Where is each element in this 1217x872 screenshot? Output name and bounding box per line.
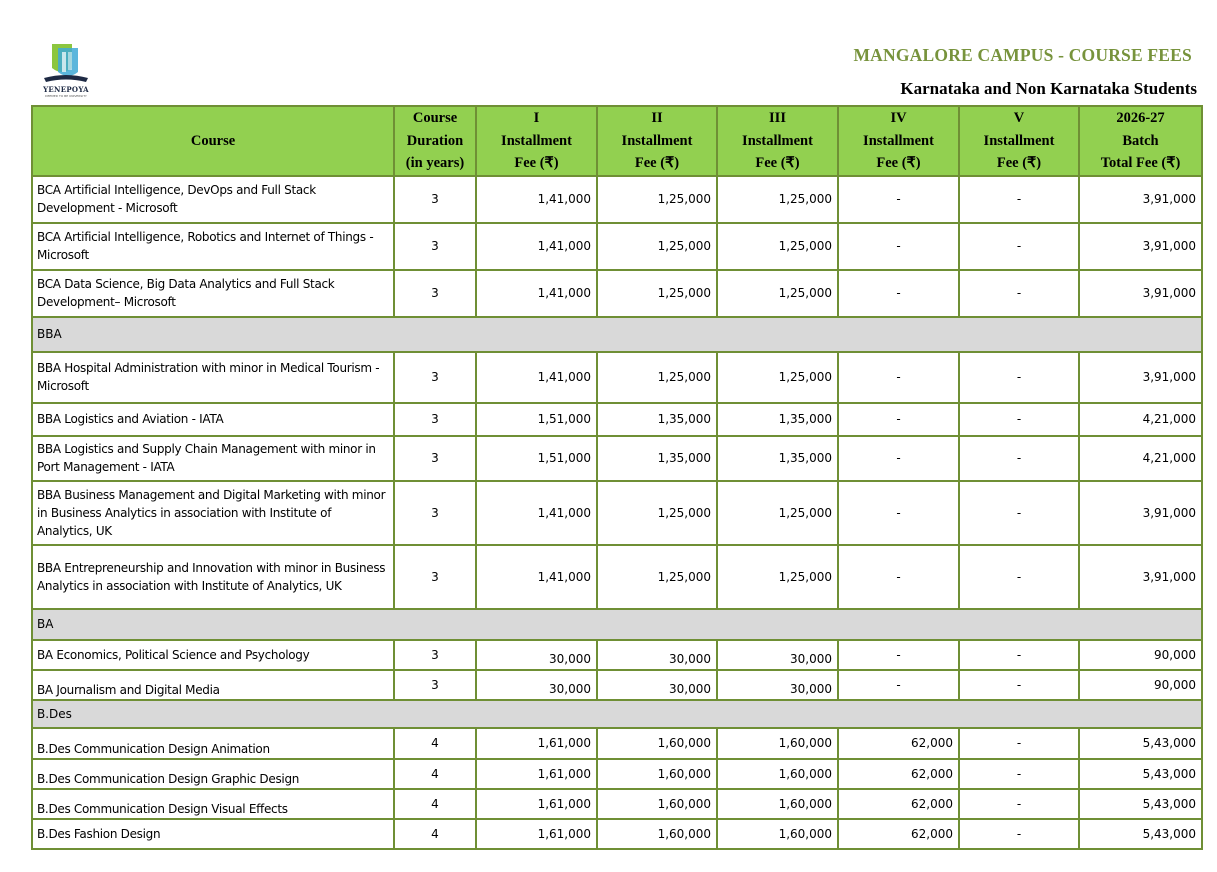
course-duration: 3 <box>394 545 476 609</box>
table-row <box>32 640 1202 670</box>
table-row <box>32 789 1202 819</box>
installment-2-fee: 1,60,000 <box>597 819 717 849</box>
installment-4-fee: - <box>838 270 959 317</box>
table-row <box>32 270 1202 317</box>
installment-3-fee: 1,60,000 <box>717 789 838 819</box>
installment-4-fee: - <box>838 436 959 481</box>
group-label: BBA <box>32 317 1202 352</box>
course-name: BA Economics, Political Science and Psychology <box>32 640 394 670</box>
installment-1-fee: 1,61,000 <box>476 819 597 849</box>
total-fee: 3,91,000 <box>1079 223 1202 270</box>
group-label: BA <box>32 609 1202 640</box>
table-row <box>32 481 1202 545</box>
installment-4-fee: - <box>838 403 959 436</box>
installment-5-fee: - <box>959 819 1079 849</box>
fees-table <box>31 105 1203 850</box>
total-fee: 4,21,000 <box>1079 436 1202 481</box>
table-row <box>32 819 1202 849</box>
installment-2-fee: 1,25,000 <box>597 270 717 317</box>
group-row <box>32 317 1202 352</box>
installment-3-fee: 1,60,000 <box>717 819 838 849</box>
group-row <box>32 609 1202 640</box>
installment-3-fee: 30,000 <box>717 640 838 670</box>
installment-2-fee: 1,60,000 <box>597 728 717 759</box>
installment-3-fee: 1,25,000 <box>717 545 838 609</box>
course-duration: 3 <box>394 403 476 436</box>
installment-2-fee: 1,25,000 <box>597 352 717 403</box>
table-row <box>32 176 1202 223</box>
installment-3-fee: 1,35,000 <box>717 436 838 481</box>
course-duration: 4 <box>394 819 476 849</box>
installment-1-fee: 30,000 <box>476 670 597 700</box>
installment-5-fee: - <box>959 670 1079 700</box>
installment-1-fee: 1,41,000 <box>476 481 597 545</box>
installment-2-fee: 1,35,000 <box>597 436 717 481</box>
installment-5-fee: - <box>959 270 1079 317</box>
table-row <box>32 436 1202 481</box>
installment-5-fee: - <box>959 759 1079 789</box>
total-fee: 5,43,000 <box>1079 819 1202 849</box>
installment-5-fee: - <box>959 640 1079 670</box>
installment-3-fee: 1,25,000 <box>717 352 838 403</box>
course-name: B.Des Fashion Design <box>32 819 394 849</box>
installment-1-fee: 1,51,000 <box>476 436 597 481</box>
total-fee: 5,43,000 <box>1079 759 1202 789</box>
installment-1-fee: 1,41,000 <box>476 352 597 403</box>
course-duration: 3 <box>394 352 476 403</box>
course-duration: 3 <box>394 436 476 481</box>
installment-4-fee: - <box>838 640 959 670</box>
header-installment-3: III Installment Fee (₹) <box>717 106 838 176</box>
course-name: B.Des Communication Design Visual Effects <box>32 789 394 819</box>
installment-5-fee: - <box>959 545 1079 609</box>
installment-3-fee: 1,25,000 <box>717 270 838 317</box>
installment-2-fee: 30,000 <box>597 670 717 700</box>
installment-5-fee: - <box>959 481 1079 545</box>
table-row <box>32 670 1202 700</box>
course-name: BBA Logistics and Supply Chain Management with minor in Port Management - IATA <box>32 436 394 481</box>
installment-4-fee: - <box>838 545 959 609</box>
installment-3-fee: 1,25,000 <box>717 481 838 545</box>
installment-3-fee: 1,60,000 <box>717 728 838 759</box>
installment-4-fee: 62,000 <box>838 819 959 849</box>
installment-5-fee: - <box>959 223 1079 270</box>
page-title: MANGALORE CAMPUS - COURSE FEES <box>853 45 1192 65</box>
header-installment-4: IV Installment Fee (₹) <box>838 106 959 176</box>
course-name: B.Des Communication Design Animation <box>32 728 394 759</box>
installment-1-fee: 1,61,000 <box>476 759 597 789</box>
header-duration: Course Duration (in years) <box>394 106 476 176</box>
installment-3-fee: 1,25,000 <box>717 223 838 270</box>
installment-5-fee: - <box>959 352 1079 403</box>
installment-1-fee: 1,41,000 <box>476 223 597 270</box>
installment-5-fee: - <box>959 403 1079 436</box>
total-fee: 3,91,000 <box>1079 176 1202 223</box>
header-course: Course <box>32 106 394 176</box>
installment-4-fee: - <box>838 670 959 700</box>
shield-logo-icon <box>42 42 90 86</box>
logo-text: YENEPOYA <box>43 85 89 94</box>
table-row <box>32 545 1202 609</box>
installment-2-fee: 30,000 <box>597 640 717 670</box>
installment-4-fee: 62,000 <box>838 789 959 819</box>
course-name: BBA Entrepreneurship and Innovation with minor in Business Analytics in association with Institute of Analytics, UK <box>32 545 394 609</box>
installment-2-fee: 1,25,000 <box>597 545 717 609</box>
installment-4-fee: - <box>838 176 959 223</box>
header-installment-2: II Installment Fee (₹) <box>597 106 717 176</box>
total-fee: 3,91,000 <box>1079 270 1202 317</box>
course-name: BBA Business Management and Digital Marketing with minor in Business Analytics in association with Institute of Analytics, UK <box>32 481 394 545</box>
installment-1-fee: 1,61,000 <box>476 728 597 759</box>
installment-1-fee: 1,41,000 <box>476 545 597 609</box>
university-logo <box>42 42 90 98</box>
installment-1-fee: 1,61,000 <box>476 789 597 819</box>
group-row <box>32 700 1202 728</box>
installment-5-fee: - <box>959 789 1079 819</box>
installment-2-fee: 1,35,000 <box>597 403 717 436</box>
header-installment-1: I Installment Fee (₹) <box>476 106 597 176</box>
table-header-row <box>32 106 1202 176</box>
installment-3-fee: 30,000 <box>717 670 838 700</box>
installment-4-fee: - <box>838 352 959 403</box>
course-name: B.Des Communication Design Graphic Design <box>32 759 394 789</box>
table-row <box>32 759 1202 789</box>
table-row <box>32 728 1202 759</box>
table-row <box>32 223 1202 270</box>
total-fee: 5,43,000 <box>1079 789 1202 819</box>
installment-5-fee: - <box>959 436 1079 481</box>
table-row <box>32 403 1202 436</box>
course-duration: 4 <box>394 728 476 759</box>
installment-2-fee: 1,25,000 <box>597 223 717 270</box>
total-fee: 3,91,000 <box>1079 352 1202 403</box>
total-fee: 3,91,000 <box>1079 481 1202 545</box>
installment-2-fee: 1,60,000 <box>597 759 717 789</box>
course-name: BA Journalism and Digital Media <box>32 670 394 700</box>
installment-1-fee: 1,41,000 <box>476 176 597 223</box>
installment-1-fee: 1,41,000 <box>476 270 597 317</box>
installment-2-fee: 1,60,000 <box>597 789 717 819</box>
installment-5-fee: - <box>959 728 1079 759</box>
course-duration: 3 <box>394 481 476 545</box>
course-name: BCA Artificial Intelligence, Robotics and Internet of Things - Microsoft <box>32 223 394 270</box>
installment-2-fee: 1,25,000 <box>597 176 717 223</box>
total-fee: 5,43,000 <box>1079 728 1202 759</box>
course-duration: 4 <box>394 789 476 819</box>
course-duration: 3 <box>394 270 476 317</box>
course-duration: 3 <box>394 223 476 270</box>
total-fee: 90,000 <box>1079 670 1202 700</box>
installment-3-fee: 1,60,000 <box>717 759 838 789</box>
course-name: BCA Data Science, Big Data Analytics and Full Stack Development– Microsoft <box>32 270 394 317</box>
course-name: BBA Hospital Administration with minor in Medical Tourism - Microsoft <box>32 352 394 403</box>
logo-tagline: DEEMED TO BE UNIVERSITY <box>45 94 87 98</box>
table-row <box>32 352 1202 403</box>
installment-3-fee: 1,25,000 <box>717 176 838 223</box>
total-fee: 90,000 <box>1079 640 1202 670</box>
course-name: BCA Artificial Intelligence, DevOps and Full Stack Development - Microsoft <box>32 176 394 223</box>
page-subtitle: Karnataka and Non Karnataka Students <box>900 79 1197 98</box>
installment-3-fee: 1,35,000 <box>717 403 838 436</box>
installment-5-fee: - <box>959 176 1079 223</box>
header-installment-5: V Installment Fee (₹) <box>959 106 1079 176</box>
installment-4-fee: 62,000 <box>838 759 959 789</box>
course-duration: 3 <box>394 640 476 670</box>
group-label: B.Des <box>32 700 1202 728</box>
header-total-fee: 2026-27 Batch Total Fee (₹) <box>1079 106 1202 176</box>
installment-4-fee: - <box>838 223 959 270</box>
course-duration: 4 <box>394 759 476 789</box>
installment-4-fee: 62,000 <box>838 728 959 759</box>
course-duration: 3 <box>394 176 476 223</box>
installment-1-fee: 1,51,000 <box>476 403 597 436</box>
total-fee: 3,91,000 <box>1079 545 1202 609</box>
course-name: BBA Logistics and Aviation - IATA <box>32 403 394 436</box>
installment-1-fee: 30,000 <box>476 640 597 670</box>
course-duration: 3 <box>394 670 476 700</box>
installment-4-fee: - <box>838 481 959 545</box>
installment-2-fee: 1,25,000 <box>597 481 717 545</box>
total-fee: 4,21,000 <box>1079 403 1202 436</box>
